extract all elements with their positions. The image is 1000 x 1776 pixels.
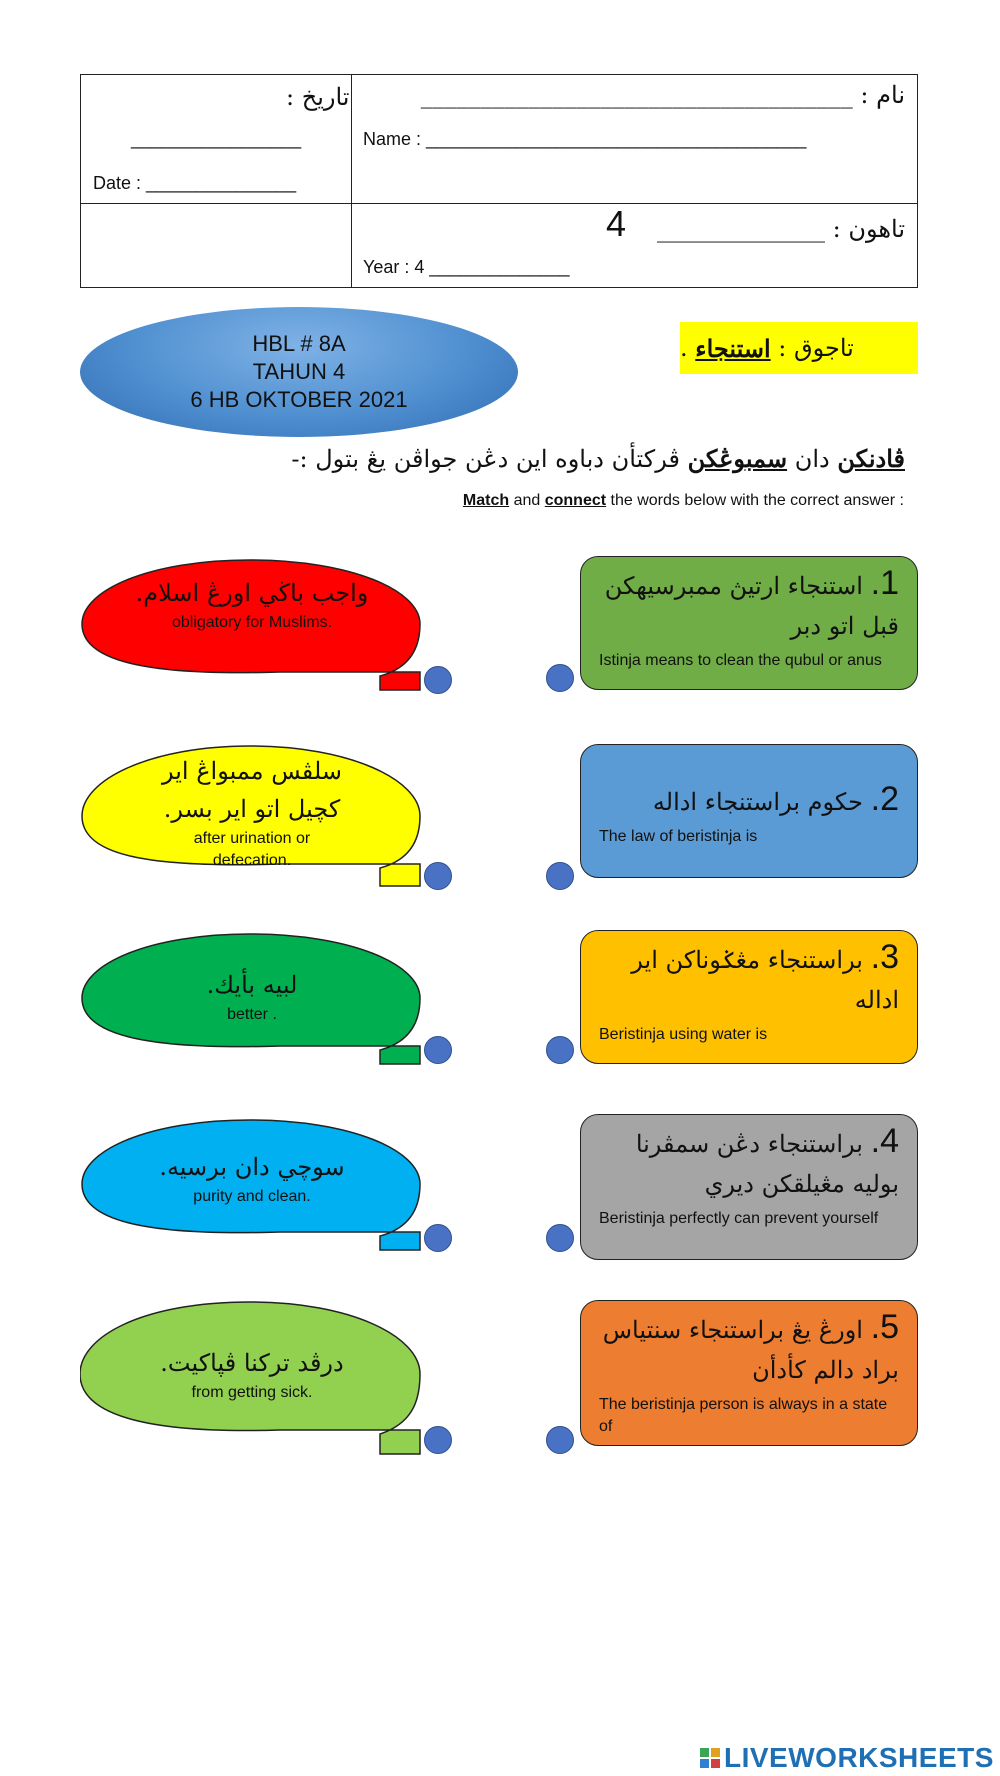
year-value: 4 bbox=[606, 203, 627, 244]
question-box-4: 4. براستنجاء دڠن سمڤرنا بوليه مڠيلقكن ديري Beristinja perfectly can prevent yourself bbox=[580, 1114, 918, 1260]
logo-mark-icon bbox=[700, 1748, 720, 1768]
question-dot-3[interactable] bbox=[546, 1036, 574, 1064]
answer-bubble-1: واجب باڬي اورڠ اسلام. obligatory for Muslims. bbox=[80, 558, 424, 692]
student-info-table bbox=[80, 74, 918, 288]
year-field[interactable]: Year : 4 ______________ bbox=[363, 257, 570, 277]
question-box-3: 3. براستنجاء مڠݢوناكن اير اداله Beristinja using water is bbox=[580, 930, 918, 1064]
instruction-english: Match and connect the words below with the correct answer : bbox=[462, 492, 904, 509]
answer-dot-5[interactable] bbox=[424, 1426, 452, 1454]
instruction-arabic: ڤادنكن دان سمبوڠكن ڤركتأن دباوه اين دڠن جواڤن يڠ بتول :- bbox=[291, 444, 905, 473]
question-box-2: 2. حكوم براستنجاء اداله The law of beristinja is bbox=[580, 744, 918, 878]
liveworksheets-logo: LIVEWORKSHEETS bbox=[700, 1742, 994, 1774]
question-dot-2[interactable] bbox=[546, 862, 574, 890]
question-dot-5[interactable] bbox=[546, 1426, 574, 1454]
answer-bubble-4: سوچي دان برسيه. purity and clean. bbox=[80, 1118, 424, 1252]
topic-value: استنجاء bbox=[695, 333, 771, 363]
answer-dot-3[interactable] bbox=[424, 1036, 452, 1064]
lesson-date: 6 HB OKTOBER 2021 bbox=[190, 387, 408, 412]
name-label-arabic: نام : ____________________________________ bbox=[420, 81, 905, 109]
answer-bubble-2: سلڤس ممبواڠ اير كچيل اتو اير بسر. after urination or defecation. bbox=[80, 744, 424, 888]
answer-bubble-5: درڤد تركنا ڤڽاكيت. from getting sick. bbox=[80, 1300, 424, 1456]
date-field[interactable]: Date : _______________ bbox=[93, 173, 297, 193]
name-field[interactable]: Name : ______________________________________ bbox=[363, 129, 807, 149]
answer-dot-2[interactable] bbox=[424, 862, 452, 890]
year-label-arabic: تاهون : ______________ bbox=[656, 215, 905, 243]
lesson-code: HBL # 8A bbox=[252, 331, 346, 356]
question-dot-1[interactable] bbox=[546, 664, 574, 692]
answer-dot-1[interactable] bbox=[424, 666, 452, 694]
answer-bubble-3: لبيه بأيك. better . bbox=[80, 932, 424, 1066]
question-dot-4[interactable] bbox=[546, 1224, 574, 1252]
lesson-year: TAHUN 4 bbox=[252, 359, 346, 384]
date-line[interactable]: _________________ bbox=[131, 129, 302, 149]
answer-dot-4[interactable] bbox=[424, 1224, 452, 1252]
question-box-5: 5. اورڠ يڠ براستنجاء سنتياس براد دالم كأدأن The beristinja person is always in a state of bbox=[580, 1300, 918, 1446]
question-box-1: 1. استنجاء ارتيڽ ممبرسيهكن قبل اتو دبر Istinja means to clean the qubul or anus bbox=[580, 556, 918, 690]
topic-label: تاجوق : استنجاء . bbox=[680, 322, 918, 374]
date-label-arabic: تاريخ : bbox=[286, 83, 350, 111]
lesson-title-oval bbox=[80, 307, 518, 437]
